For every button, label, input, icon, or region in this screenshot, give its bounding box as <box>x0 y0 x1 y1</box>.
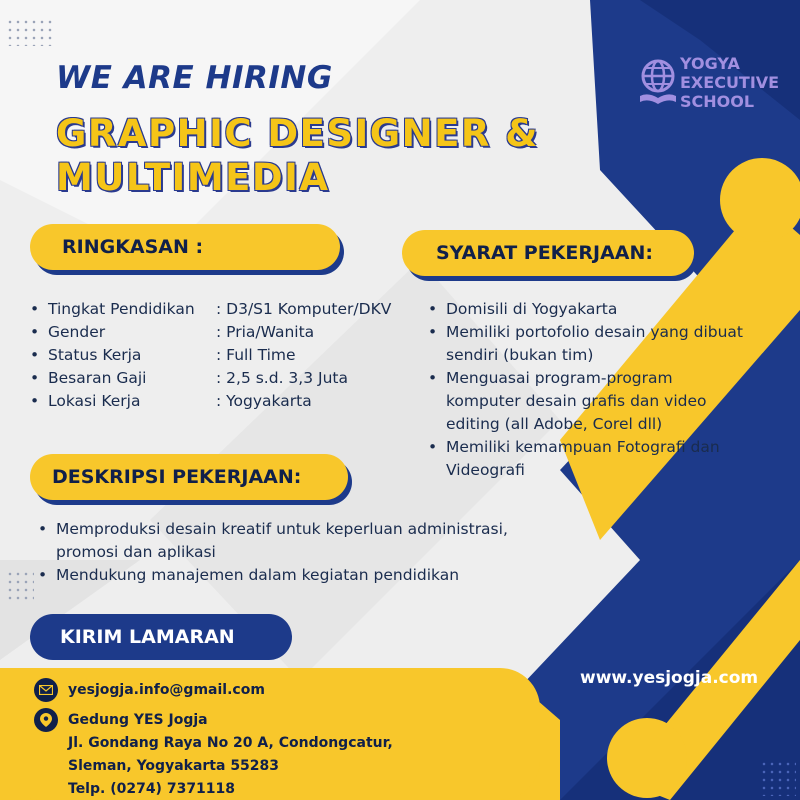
brand-logo <box>638 54 788 114</box>
summary-heading: RINGKASAN : <box>62 236 204 258</box>
map-pin-icon <box>34 708 58 732</box>
summary-label: • Lokasi Kerja <box>48 392 141 410</box>
dot-pattern <box>6 18 52 46</box>
brand-name-line1: YOGYA <box>680 54 740 73</box>
contact-address <box>68 709 393 800</box>
address-line2: Jl. Gondang Raya No 20 A, Condongcatur, <box>68 735 393 751</box>
position-title <box>56 112 539 200</box>
summary-label: • Gender <box>48 323 106 341</box>
contact-phone: Telp. (0274) 7371118 <box>68 781 236 797</box>
requirements-heading-pill <box>402 230 694 276</box>
requirement-item: • Domisili di Yogyakarta <box>428 298 750 321</box>
summary-label: • Tingkat Pendidikan <box>48 300 195 318</box>
brand-name-line3: SCHOOL <box>680 92 755 111</box>
summary-label: • Status Kerja <box>48 346 142 364</box>
website-link[interactable]: www.yesjogja.com <box>580 668 759 688</box>
dot-pattern-right <box>760 760 796 796</box>
summary-value: : 2,5 s.d. 3,3 Juta <box>216 369 348 387</box>
requirement-item: • Memiliki kemampuan Fotografi dan Videografi <box>428 436 750 482</box>
globe-book-icon <box>638 56 678 108</box>
brand-name <box>680 54 779 111</box>
requirement-item: • Memiliki portofolio desain yang dibuat sendiri (bukan tim) <box>428 321 750 367</box>
summary-item <box>30 367 430 390</box>
description-heading-pill <box>30 454 348 500</box>
hiring-heading: WE ARE HIRING <box>56 60 333 96</box>
dot-pattern-bottom <box>6 570 34 600</box>
summary-item <box>30 344 430 367</box>
requirement-item: • Menguasai program-program komputer desain grafis dan video editing (all Adobe, Corel dll) <box>428 367 750 436</box>
summary-list <box>30 298 430 413</box>
brand-name-line2: EXECUTIVE <box>680 73 780 92</box>
summary-item <box>30 321 430 344</box>
position-title-line1: GRAPHIC DESIGNER & <box>56 112 540 155</box>
apply-heading: KIRIM LAMARAN <box>60 626 235 648</box>
description-item: • Mendukung manajemen dalam kegiatan pendidikan <box>38 564 518 587</box>
requirements-heading: SYARAT PEKERJAAN: <box>436 242 653 264</box>
description-list <box>38 518 518 587</box>
requirements-list <box>428 298 750 482</box>
apply-heading-pill <box>30 614 292 660</box>
summary-value: : Pria/Wanita <box>216 323 315 341</box>
description-item: • Memproduksi desain kreatif untuk keperluan administrasi, promosi dan aplikasi <box>38 518 518 564</box>
summary-value: : D3/S1 Komputer/DKV <box>216 300 392 318</box>
map-pin-glyph <box>40 713 52 727</box>
summary-item <box>30 390 430 413</box>
summary-item <box>30 298 430 321</box>
summary-value: : Full Time <box>216 346 296 364</box>
contact-email[interactable]: yesjogja.info@gmail.com <box>68 682 265 698</box>
envelope-glyph <box>39 685 53 695</box>
description-heading: DESKRIPSI PEKERJAAN: <box>52 466 302 488</box>
summary-heading-pill <box>30 224 340 270</box>
summary-label: • Besaran Gaji <box>48 369 147 387</box>
envelope-icon <box>34 678 58 702</box>
position-title-line2: MULTIMEDIA <box>56 156 330 199</box>
address-line1: Gedung YES Jogja <box>68 712 208 728</box>
address-line3: Sleman, Yogyakarta 55283 <box>68 758 280 774</box>
summary-value: : Yogyakarta <box>216 392 312 410</box>
